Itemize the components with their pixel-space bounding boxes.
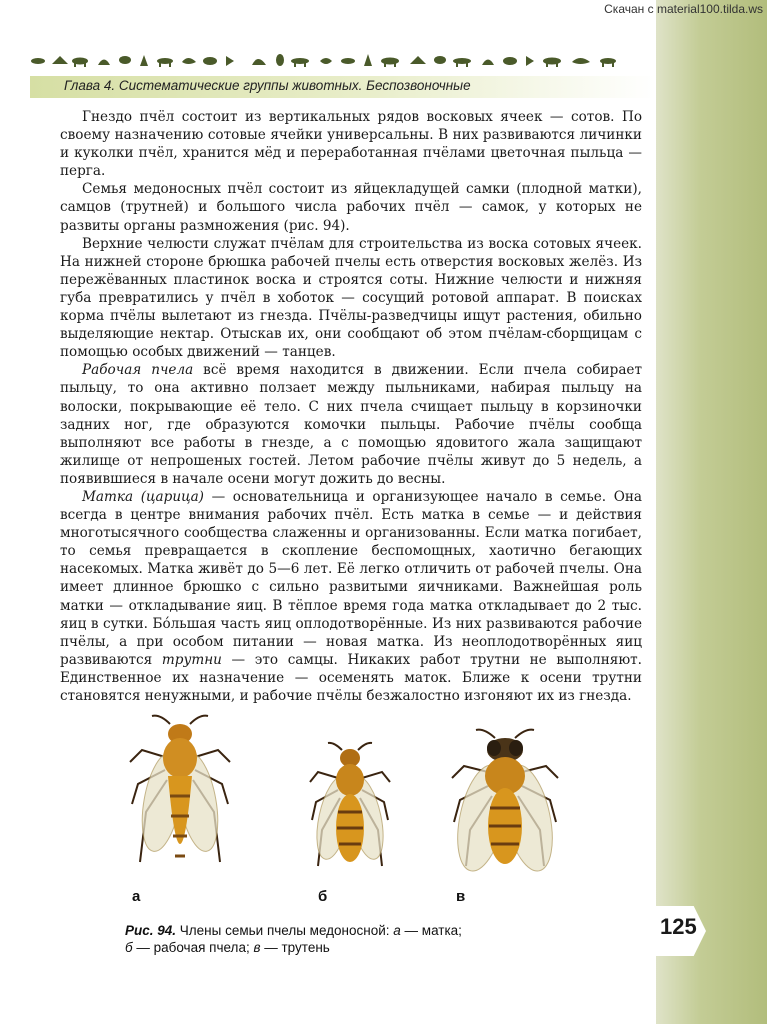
chapter-title: Глава 4. Систематические группы животных. Беспозвоночные: [64, 78, 471, 93]
paragraph: [60, 361, 642, 488]
caption-text: — рабочая пчела;: [132, 940, 254, 955]
caption-letter-b: б: [125, 940, 133, 955]
page-edge-band: [656, 0, 767, 1024]
animal-silhouettes-decoration: [30, 52, 630, 68]
term-queen: Матка (царица): [82, 488, 204, 505]
body-text: [60, 108, 642, 705]
paragraph: Гнездо пчёл состоит из вертикальных рядов восковых ячеек — сотов. По своему назначению сотовые ячейки универсальны. В них развиваются личинки и куколки пчёл, хранится мёд и переработанная пчёлами цветочная пыльца — перга.: [60, 109, 642, 180]
paragraph: [60, 488, 642, 705]
paragraph: Верхние челюсти служат пчёлам для строительства из воска сотовых ячеек. На нижней стороне брюшка рабочей пчелы есть отверстия восковых желёз. Из пережёванных пластинок воска и строятся соты. Нижние челюсти и нижняя губа превратились у пчёл в хоботок — сосущий ротовой аппарат. В поисках корма пчёлы вылетают из гнезда. Пчёлы-разведчицы ищут растения, обильно выделяющие нектар. Отыскав их, они сообщают об этом пчёлам-сборщицам с помощью особых движений — танцев.: [60, 235, 642, 361]
term-drones: трутни: [161, 651, 222, 668]
paragraph: Семья медоносных пчёл состоит из яйцекладущей самки (плодной матки), самцов (трутней) и большого числа рабочих пчёл — самок, у которых не развиты органы размножения (рис. 94).: [60, 181, 642, 234]
caption-text: — матка;: [400, 923, 462, 938]
figure-caption: [125, 922, 525, 956]
paragraph-text: всё время находится в движении. Если пчела собирает пыльцу, то она активно ползает между пыльниками, набирая пыльцу на волоски, покрывающие её тело. С них пчела счищает пыльцу в корзиночки задних ног, где образуются комочки пыльцы. Рабочие пчёлы сообща выполняют все работы в гнезде, а с помощью ядовитого жала защищают жилище от непрошеных гостей. Летом рабочие пчёлы живут до 5 недель, а появившиеся в начале осени могут дожить до весны.: [60, 362, 642, 487]
caption-letter-a: а: [393, 923, 401, 938]
figure-label-b: б: [318, 888, 328, 905]
worker-bee-illustration: [300, 740, 400, 890]
caption-text: Члены семьи пчелы медоносной:: [176, 923, 394, 938]
paragraph-text: — основательница и организующее начало в семье. Она всегда в центре внимания рабочих пчёл. Есть матка в семье — и действия многотысячного сообщества слаженны и организованны. Если матка погибает, то семья превращается в скопление беспомощных, хаотично бегающих насекомых. Матка живёт до 5—6 лет. Её легко отличить от рабочей пчелы. Она имеет длинное брюшко с сильно развитыми яичниками. Важнейшая роль матки — откладывание яиц. В тёплое время года матка откладывает до 2 тыс. яиц в сутки. Бóльшая часть яиц оплодотворённые. Из них развиваются рабочие пчёлы, а при особом питании — новая матка. Из неоплодотворённых яиц развиваются: [60, 488, 642, 668]
term-worker-bee: Рабочая пчела: [82, 362, 194, 379]
drone-bee-illustration: [440, 726, 570, 896]
caption-label: Рис. 94.: [125, 923, 177, 938]
caption-letter-v: в: [253, 940, 261, 955]
bee-figure: [110, 712, 590, 912]
caption-text: — трутень: [260, 940, 330, 955]
chapter-header-bar: [30, 76, 656, 98]
figure-label-a: а: [132, 888, 141, 905]
figure-label-v: в: [456, 888, 466, 905]
queen-bee-illustration: [120, 712, 240, 912]
paragraph-text: — это самцы. Никаких работ трутни не выполняют. Единственное их назначение — осеменять маток. Ближе к осени трутни становятся ненужными, и рабочие пчёлы безжалостно изгоняют их из гнезда.: [60, 651, 643, 704]
watermark-text: Скачан с material100.tilda.ws: [604, 2, 763, 16]
page-number: 125: [660, 914, 697, 939]
